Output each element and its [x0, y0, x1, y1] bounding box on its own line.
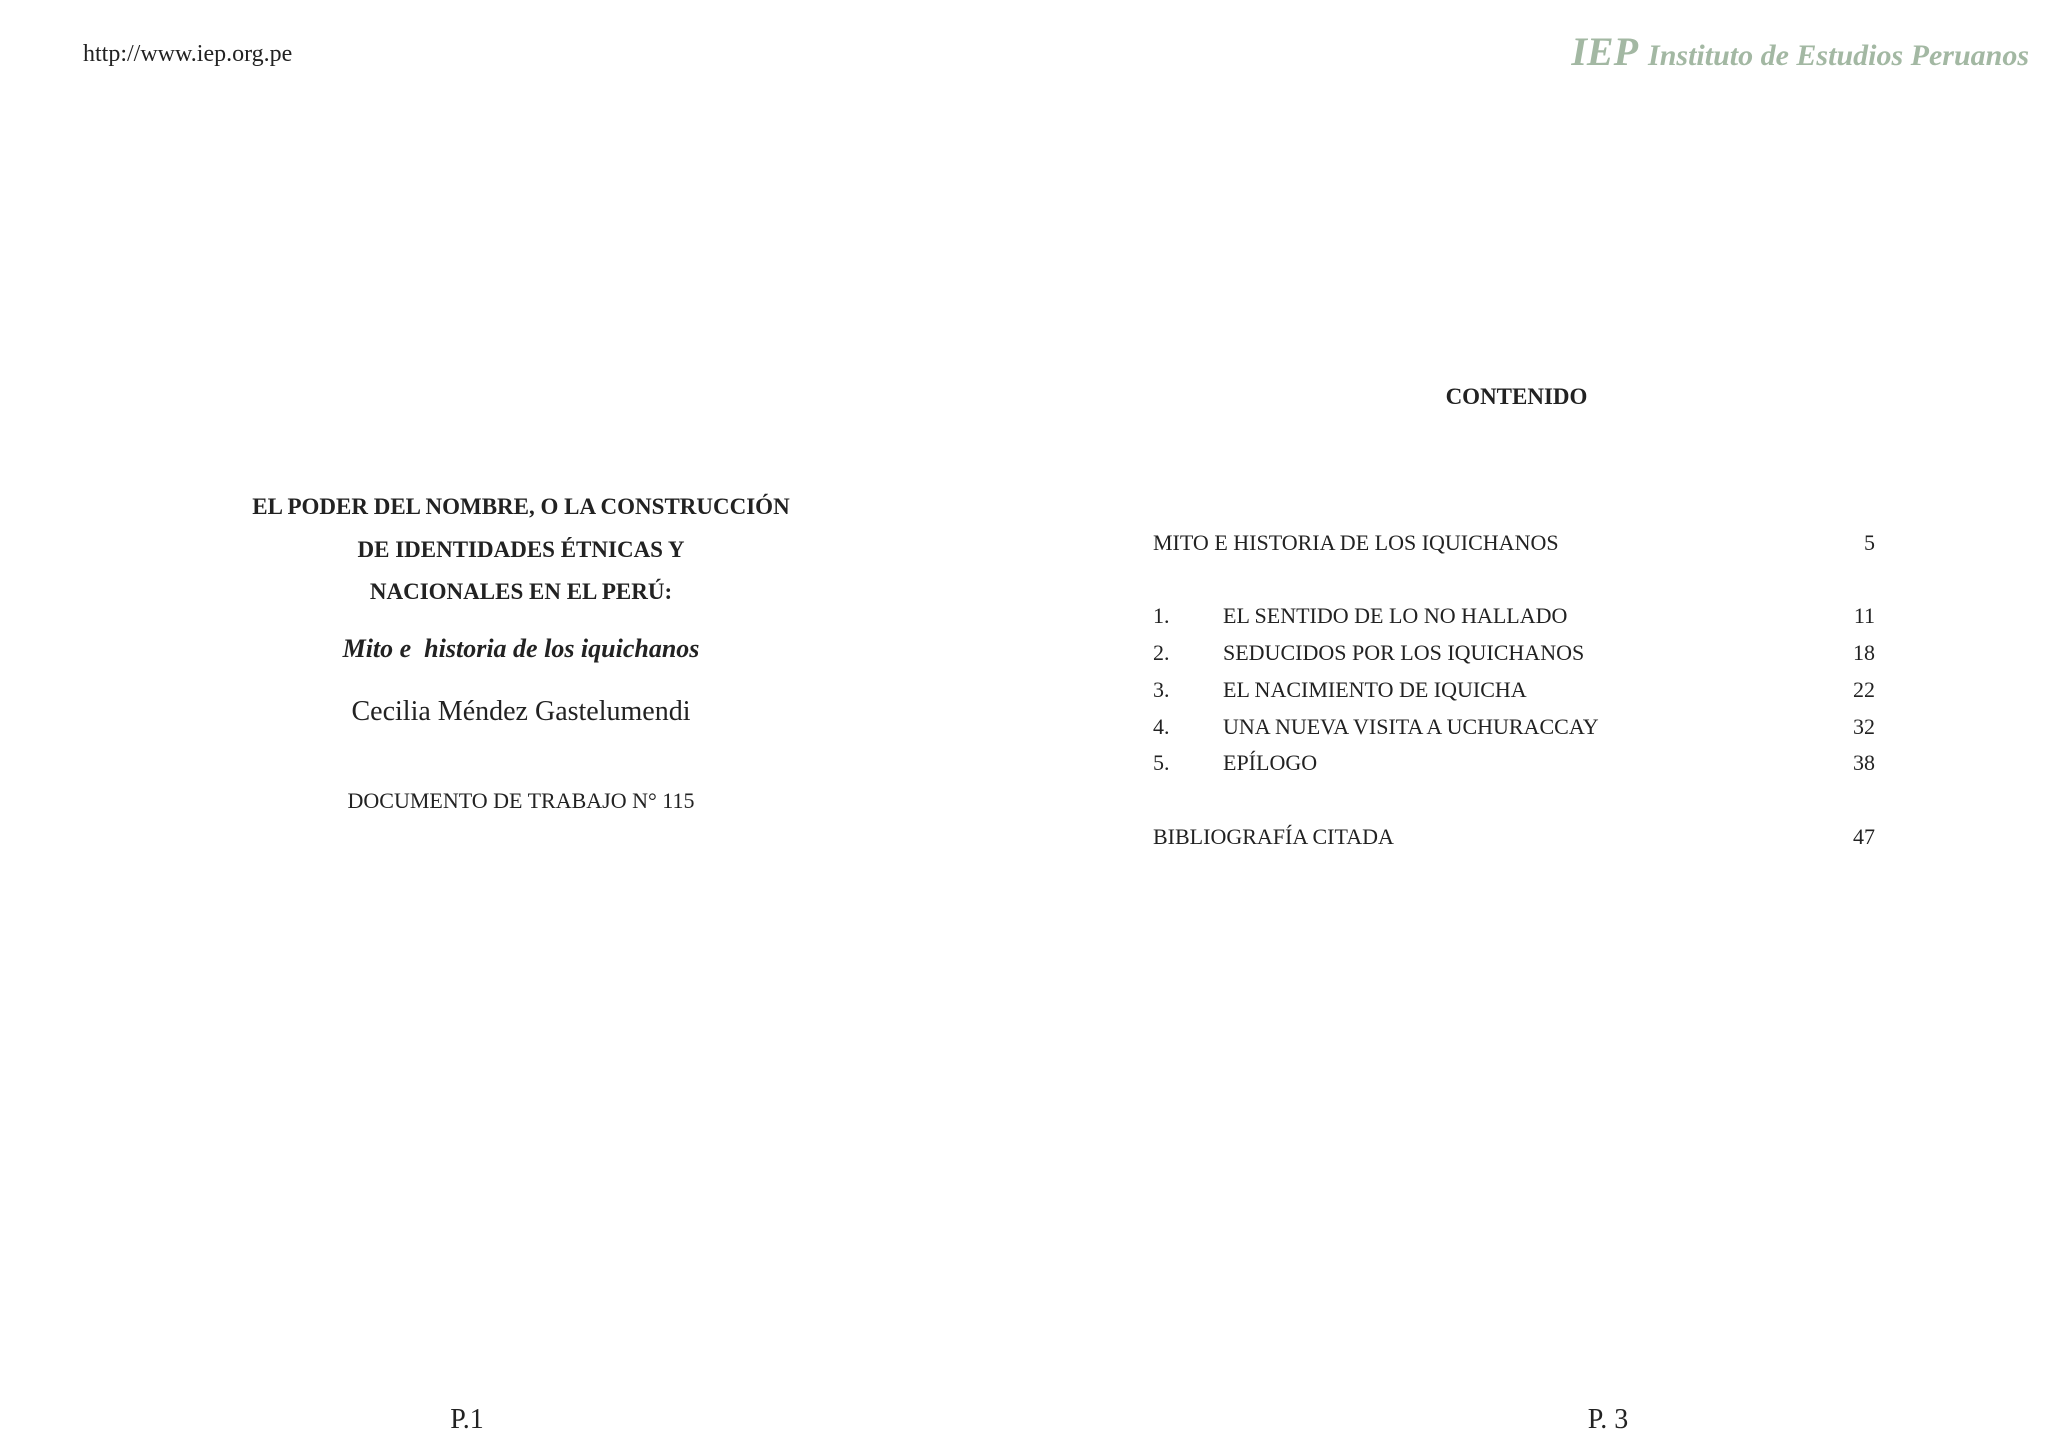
document-title-line-1: EL PODER DEL NOMBRE, O LA CONSTRUCCIÓN [252, 494, 790, 519]
toc-entry-title: BIBLIOGRAFÍA CITADA [1153, 824, 1394, 849]
toc-entry-title: EPÍLOGO [1223, 750, 1318, 775]
document-title-line-3: NACIONALES EN EL PERÚ: [369, 579, 673, 604]
series-label: DOCUMENTO DE TRABAJO N° 115 [347, 788, 695, 813]
toc-heading: CONTENIDO [1445, 384, 1588, 409]
toc-entry-page: 22 [1853, 677, 1875, 702]
toc-entry-page: 32 [1853, 714, 1875, 739]
document-subtitle: Mito e historia de los iquichanos [342, 634, 700, 663]
toc-entry-chapter-5 [1153, 748, 1875, 778]
toc-entry-number: 5. [1153, 750, 1170, 775]
title-page [171, 0, 871, 1447]
logo-abbreviation: IEP [1571, 29, 1639, 74]
toc-entry-title: SEDUCIDOS POR LOS IQUICHANOS [1223, 640, 1585, 665]
author-name: Cecilia Méndez Gastelumendi [351, 696, 691, 727]
toc-entry-number: 2. [1153, 640, 1170, 665]
toc-entry-chapter-4 [1153, 712, 1875, 742]
toc-entry-title: EL SENTIDO DE LO NO HALLADO [1223, 603, 1568, 628]
toc-entry-page: 38 [1853, 750, 1875, 775]
toc-entry-title: EL NACIMIENTO DE IQUICHA [1223, 677, 1527, 702]
toc-entry-chapter-2 [1153, 638, 1875, 668]
site-url: http://www.iep.org.pe [83, 41, 293, 67]
logo-name: Instituto de Estudios Peruanos [1648, 39, 2029, 72]
toc-entry-page: 18 [1853, 640, 1875, 665]
toc-entry-number: 4. [1153, 714, 1170, 739]
toc-entry-title: MITO E HISTORIA DE LOS IQUICHANOS [1153, 530, 1559, 555]
toc-entry-chapter-1 [1153, 601, 1875, 631]
toc-entry-title: UNA NUEVA VISITA A UCHURACCAY [1223, 714, 1599, 739]
toc-entry-page: 47 [1853, 824, 1875, 849]
toc-entry-number: 1. [1153, 603, 1170, 628]
toc-entry-page: 5 [1864, 530, 1875, 555]
document-title-line-2: DE IDENTIDADES ÉTNICAS Y [357, 537, 685, 562]
toc-entry-bibliography [1153, 822, 1875, 852]
toc-entry-chapter-3 [1153, 675, 1875, 705]
page-number-left: P.1 [450, 1404, 484, 1435]
toc-entry-page: 11 [1853, 603, 1875, 628]
toc-entry-intro [1153, 528, 1875, 558]
toc-entry-number: 3. [1153, 677, 1170, 702]
iep-logo [1571, 28, 2029, 85]
page-number-right: P. 3 [1587, 1404, 1629, 1435]
